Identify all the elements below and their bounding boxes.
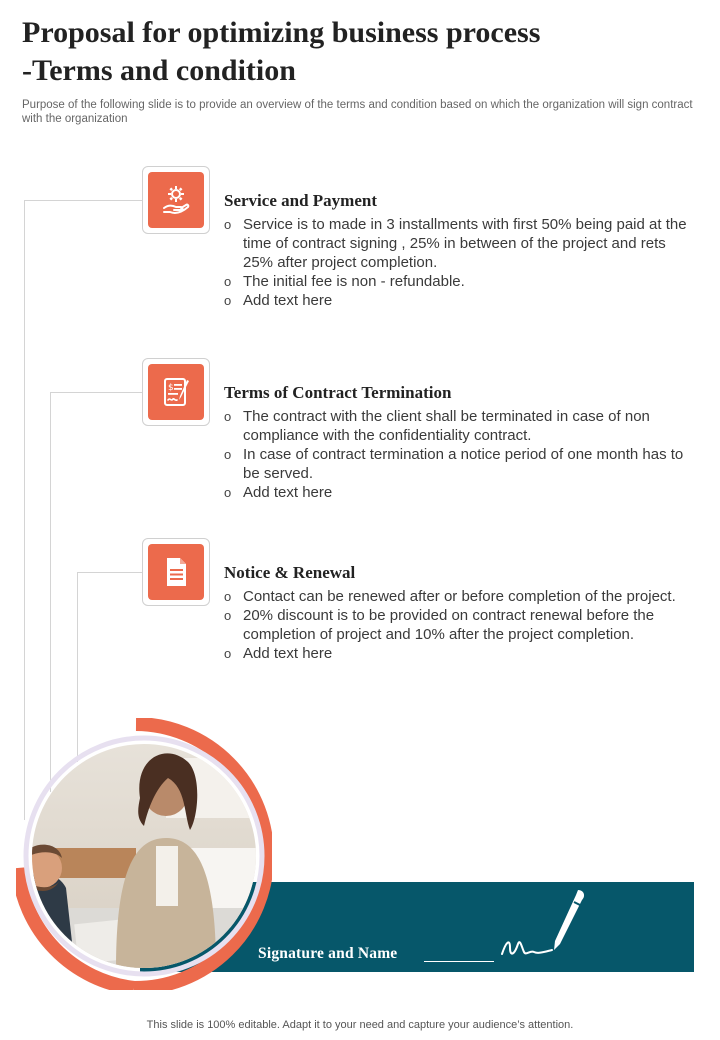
list-item: o Service is to made in 3 installments with first 50% being paid at the time of contract signing , 25% in between of the project and rets 25% after project completion.	[224, 215, 699, 272]
section-service-payment	[224, 191, 699, 310]
service-payment-icon-box	[142, 166, 210, 234]
title-line-2: -Terms and condition	[22, 54, 296, 87]
page-subtitle: Purpose of the following slide is to provide an overview of the terms and condition based on which the organization will sign contract with the organization	[22, 99, 693, 125]
list-item: o The initial fee is non - refundable.	[224, 272, 699, 291]
signature-label: Signature and Name	[258, 945, 398, 962]
contract-termination-icon-box	[142, 358, 210, 426]
list-item: o In case of contract termination a notice period of one month has to be served.	[224, 445, 699, 483]
svg-text:$: $	[168, 383, 174, 393]
section-heading: Service and Payment	[224, 191, 377, 210]
list-item: o Add text here	[224, 644, 699, 663]
team-photo	[16, 718, 272, 990]
section-heading: Terms of Contract Termination	[224, 383, 452, 402]
notice-renewal-icon-box	[142, 538, 210, 606]
signature-line	[424, 961, 494, 962]
page-title	[22, 14, 702, 90]
section-list	[224, 215, 699, 310]
list-item: o 20% discount is to be provided on contract renewal before the completion of project and 10% after the project completion.	[224, 606, 699, 644]
signed-contract-icon	[159, 375, 193, 409]
list-item: o Add text here	[224, 291, 699, 310]
section-list	[224, 587, 699, 663]
section-heading: Notice & Renewal	[224, 563, 356, 582]
list-item: o The contract with the client shall be terminated in case of non compliance with the confidentiality contract.	[224, 407, 699, 445]
title-line-1: Proposal for optimizing business process	[22, 16, 541, 49]
hand-gear-icon	[159, 183, 193, 217]
section-notice-renewal	[224, 563, 699, 663]
pen-signature-icon	[498, 886, 590, 966]
list-item: o Add text here	[224, 483, 699, 502]
section-list	[224, 407, 699, 502]
list-item: o Contact can be renewed after or before completion of the project.	[224, 587, 699, 606]
document-icon	[159, 555, 193, 589]
footer-note: This slide is 100% editable. Adapt it to your need and capture your audience’s attention.	[146, 1019, 574, 1031]
section-contract-termination	[224, 383, 699, 502]
